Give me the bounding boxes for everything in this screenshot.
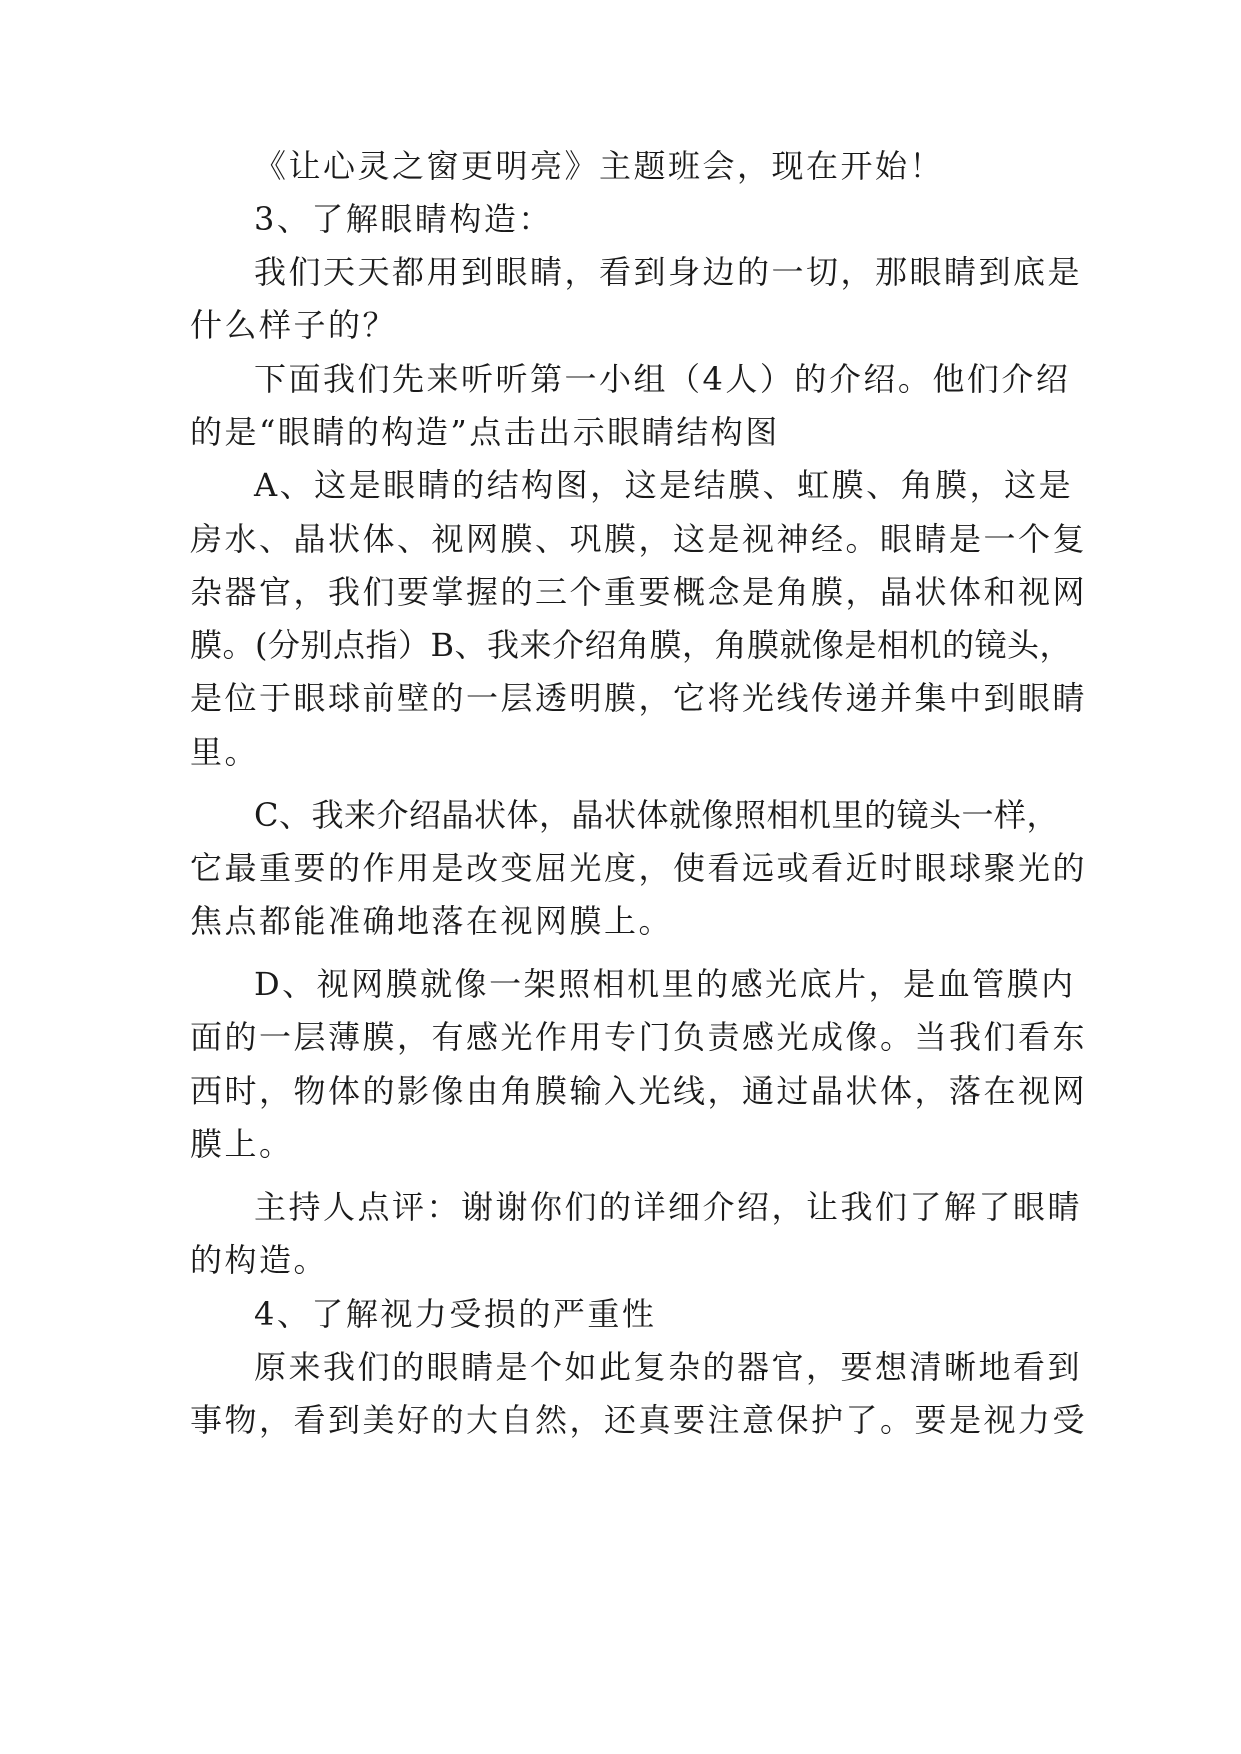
paragraph-line: 里。 xyxy=(190,733,260,771)
paragraph-line: 下面我们先来听听第一小组（4人）的介绍。他们介绍 xyxy=(254,360,1071,398)
paragraph-line: 面的一层薄膜，有感光作用专门负责感光成像。当我们看东 xyxy=(190,1018,1088,1056)
paragraph-line: 是位于眼球前壁的一层透明膜，它将光线传递并集中到眼睛 xyxy=(190,679,1088,717)
paragraph-line: 房水、晶状体、视网膜、巩膜，这是视神经。眼睛是一个复 xyxy=(190,520,1088,558)
section-heading: 4、了解视力受损的严重性 xyxy=(254,1295,657,1333)
paragraph-line: 的构造。 xyxy=(190,1241,329,1279)
paragraph-line: 事物，看到美好的大自然，还真要注意保护了。要是视力受 xyxy=(190,1401,1088,1439)
paragraph-line: 膜上。 xyxy=(190,1125,294,1163)
paragraph-line: 膜。(分别点指）B、我来介绍角膜，角膜就像是相机的镜头， xyxy=(190,626,1073,664)
paragraph-line: 西时，物体的影像由角膜输入光线，通过晶状体，落在视网 xyxy=(190,1072,1088,1110)
paragraph-line: 主持人点评：谢谢你们的详细介绍，让我们了解了眼睛 xyxy=(254,1188,1083,1226)
paragraph-line: C、我来介绍晶状体，晶状体就像照相机里的镜头一样， xyxy=(254,796,1059,834)
paragraph-line: 的是“眼睛的构造”点击出示眼睛结构图 xyxy=(190,413,780,451)
paragraph-line: 它最重要的作用是改变屈光度，使看远或看近时眼球聚光的 xyxy=(190,849,1088,887)
paragraph-line: 杂器官，我们要掌握的三个重要概念是角膜，晶状体和视网 xyxy=(190,573,1088,611)
paragraph-line: 原来我们的眼睛是个如此复杂的器官，要想清晰地看到 xyxy=(254,1348,1083,1386)
paragraph-line: A、这是眼睛的结构图，这是结膜、虹膜、角膜，这是 xyxy=(254,466,1074,504)
paragraph-line: 我们天天都用到眼睛，看到身边的一切，那眼睛到底是 xyxy=(254,253,1083,291)
paragraph-line: 什么样子的？ xyxy=(190,306,398,344)
paragraph-line: 《让心灵之窗更明亮》主题班会，现在开始！ xyxy=(254,147,945,185)
paragraph-line: D、视网膜就像一架照相机里的感光底片，是血管膜内 xyxy=(254,965,1076,1003)
section-heading: 3、了解眼睛构造： xyxy=(254,200,553,238)
paragraph-line: 焦点都能准确地落在视网膜上。 xyxy=(190,902,674,940)
